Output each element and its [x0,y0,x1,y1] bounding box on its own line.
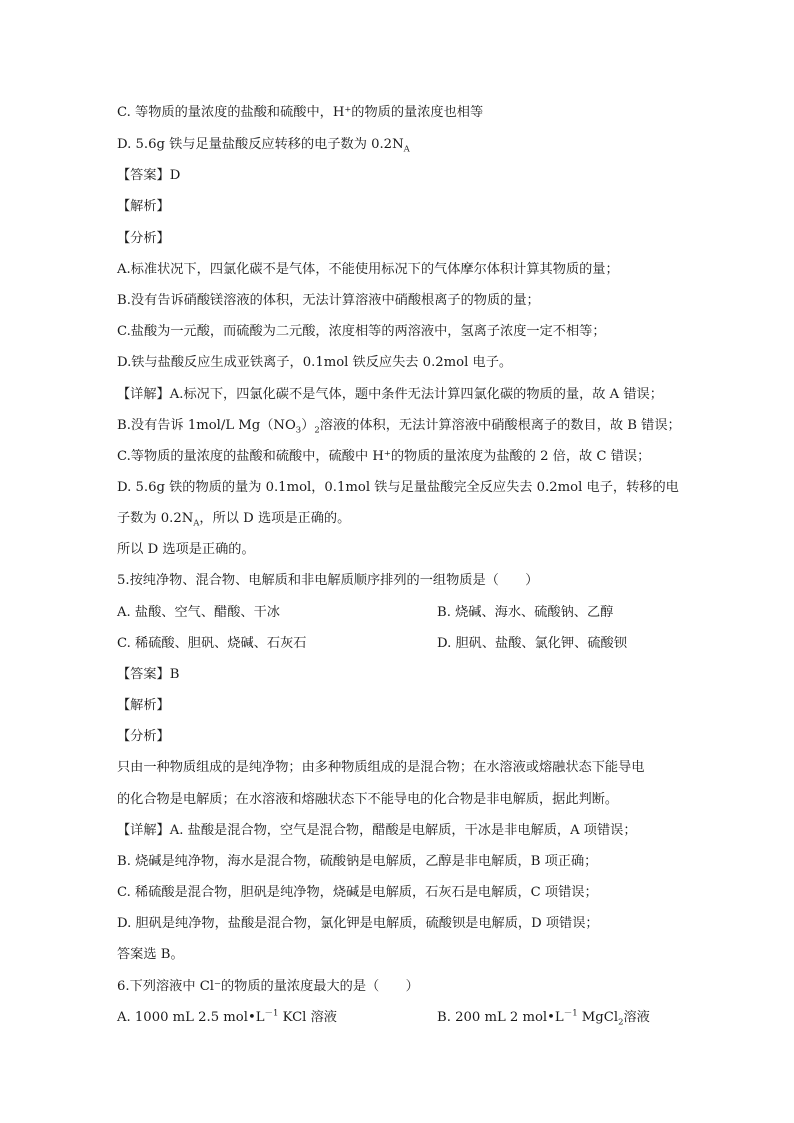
q6-option-b-sub: 2 [618,1017,624,1028]
q5-detail-d: D. 胆矾是纯净物，盐酸是混合物，氯化钾是电解质，硫酸钡是电解质，D 项错误； [117,916,599,931]
q6-option-b-mid: MgCl [577,1010,619,1025]
q6-option-a-post: KCl 溶液 [278,1010,337,1025]
q4-detail-b-tail: 溶液的体积，无法计算溶液中硝酸根离子的数目，故 B 错误； [319,418,681,433]
q4-jiexi-heading: 【解析】 [117,199,170,214]
q4-conclusion: 所以 D 选项是正确的。 [117,542,255,557]
q4-option-d-text: D. 5.6g 铁与足量盐酸反应转移的电子数为 0.2N [117,137,404,152]
q5-answer: 【答案】B [117,667,180,682]
q6-option-a-sup: －1 [264,1008,279,1019]
q4-analysis-b: B.没有告诉硝酸镁溶液的体积，无法计算溶液中硝酸根离子的物质的量； [117,293,540,308]
q4-detail-a: 【详解】A.标况下，四氯化碳不是气体，题中条件无法计算四氯化碳的物质的量，故 A 错误； [117,387,663,402]
q5-option-c: C. 稀硫酸、胆矾、烧碱、石灰石 [117,636,307,651]
q6-option-b [437,1010,697,1026]
q4-analysis-a: A.标准状况下，四氯化碳不是气体，不能使用标况下的气体摩尔体积计算其物质的量； [117,262,619,277]
q4-analysis-c: C.盐酸为一元酸，而硫酸为二元酸，浓度相等的两溶液中，氢离子浓度一定不相等； [117,324,606,339]
q4-detail-d-line2 [117,511,687,527]
q6-option-b-pre: B. 200 mL 2 mol•L [437,1010,564,1025]
q5-detail-a: 【详解】A. 盐酸是混合物，空气是混合物，醋酸是电解质，干冰是非电解质，A 项错误； [117,823,637,838]
q4-detail-d-line1: D. 5.6g 铁的物质的量为 0.1mol，0.1mol 铁与足量盐酸完全反应失去 0.2mol 电子，转移的电 [117,480,679,495]
q4-detail-d2-sub: A [193,518,200,529]
q5-jiexi-heading: 【解析】 [117,698,170,713]
q4-detail-b-pre: B.没有告诉 1mol/L Mg（NO [117,418,296,433]
q5-option-a: A. 盐酸、空气、醋酸、干冰 [117,605,280,620]
q4-detail-c: C.等物质的量浓度的盐酸和硫酸中，硫酸中 H⁺的物质的量浓度为盐酸的 2 倍，故 C 错误； [117,449,651,464]
q4-detail-b-sub2: 2 [314,425,320,436]
q4-detail-d2-pre: 子数为 0.2N [117,511,194,526]
q5-conclusion: 答案选 B。 [117,947,184,962]
q4-analysis-d: D.铁与盐酸反应生成亚铁离子，0.1mol 铁反应失去 0.2mol 电子。 [117,355,513,370]
q6-option-b-post: 溶液 [623,1010,650,1025]
q5-option-b: B. 烧碱、海水、硫酸钠、乙醇 [437,605,614,620]
q6-option-a [117,1010,417,1026]
q4-option-d [117,137,687,153]
q5-option-d: D. 胆矾、盐酸、氯化钾、硫酸钡 [437,636,627,651]
q4-fenxi-heading: 【分析】 [117,231,170,246]
q5-fenxi-heading: 【分析】 [117,729,170,744]
q6-stem: 6.下列溶液中 Cl⁻的物质的量浓度最大的是（ ） [117,979,419,994]
q5-detail-c: C. 稀硫酸是混合物，胆矾是纯净物，烧碱是电解质，石灰石是电解质，C 项错误； [117,885,598,900]
q5-analysis-line1: 只由一种物质组成的是纯净物；由多种物质组成的是混合物；在水溶液或熔融状态下能导电 [117,760,645,775]
q6-option-a-pre: A. 1000 mL 2.5 mol•L [117,1010,265,1025]
q4-answer: 【答案】D [117,168,181,183]
q4-detail-d2-post: ，所以 D 选项是正确的。 [199,511,351,526]
q5-analysis-line2: 的化合物是电解质；在水溶液和熔融状态下不能导电的化合物是非电解质，据此判断。 [117,792,619,807]
q5-stem: 5.按纯净物、混合物、电解质和非电解质顺序排列的一组物质是（ ） [117,573,539,588]
q4-option-d-subscript: A [403,144,410,155]
q5-detail-b: B. 烧碱是纯净物，海水是混合物，硫酸钠是电解质，乙醇是非电解质，B 项正确； [117,854,598,869]
q4-option-c: C. 等物质的量浓度的盐酸和硫酸中，H⁺的物质的量浓度也相等 [117,105,484,120]
q4-detail-b-sub: 3 [295,425,302,436]
q4-detail-b-post: ） [301,418,315,433]
q6-option-b-sup: －1 [563,1008,578,1019]
q4-detail-b [117,418,687,434]
